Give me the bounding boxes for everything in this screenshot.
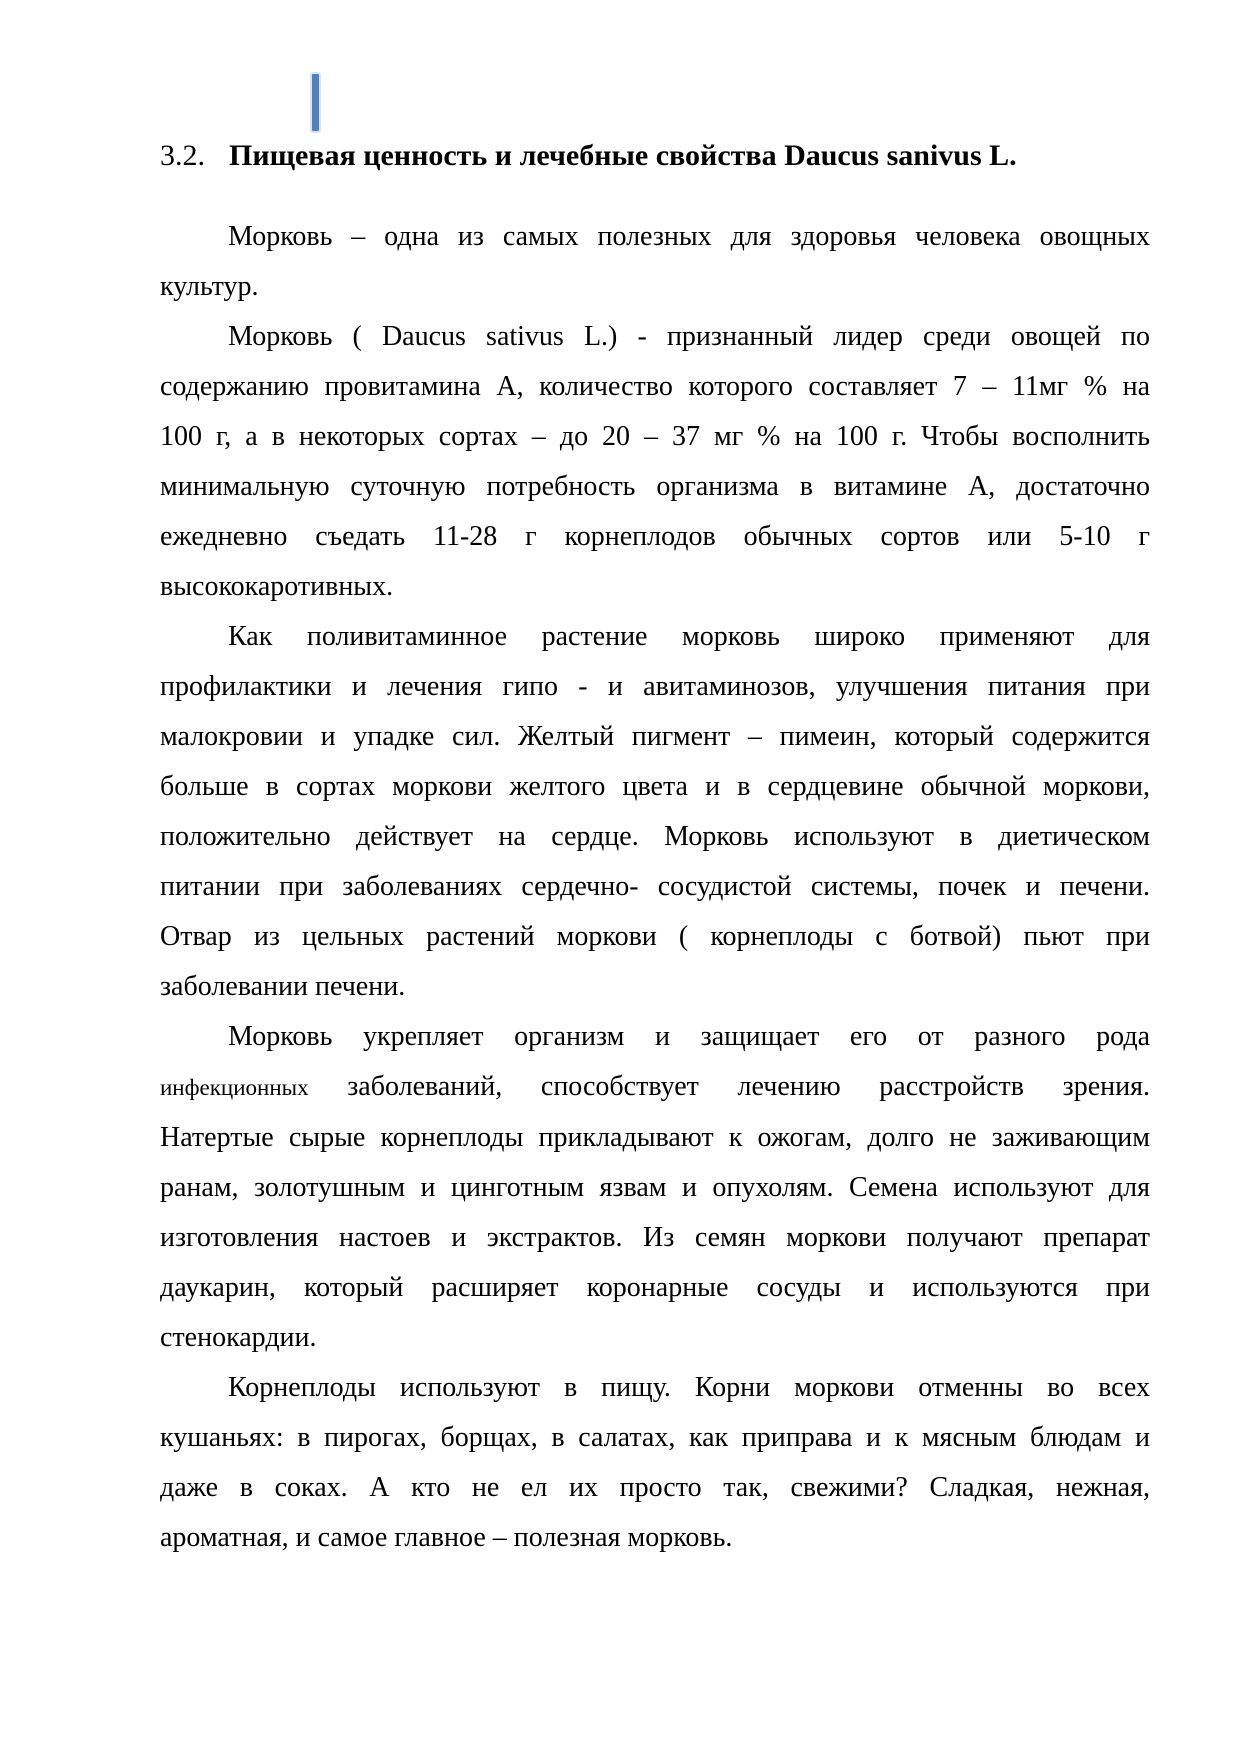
paragraph bbox=[160, 312, 1150, 612]
text-line: даже в соках. А кто не ел их просто так, свежими? Сладкая, нежная, bbox=[160, 1472, 1150, 1503]
paragraph bbox=[160, 1363, 1150, 1563]
text-line: Натертые сырые корнеплоды прикладывают к ожогам, долго не заживающим bbox=[160, 1122, 1150, 1153]
section-number: 3.2. bbox=[160, 139, 205, 172]
text-line: содержанию провитамина А, количество которого составляет 7 – 11мг % на bbox=[160, 371, 1150, 402]
text-line: ежедневно съедать 11-28 г корнеплодов обычных сортов или 5-10 г bbox=[160, 521, 1150, 552]
text-line: ранам, золотушным и цинготным язвам и опухолям. Семена используют для bbox=[160, 1172, 1150, 1203]
text-line: высококаротивных. bbox=[160, 571, 394, 602]
paragraph bbox=[160, 1012, 1150, 1363]
text-line: Корнеплоды используют в пищу. Корни моркови отменны во всех bbox=[228, 1372, 1150, 1403]
text-line: Морковь – одна из самых полезных для здоровья человека овощных bbox=[228, 221, 1150, 252]
text-line: положительно действует на сердце. Морковь используют в диетическом bbox=[160, 821, 1150, 852]
text-line: Отвар из цельных растений моркови ( корнеплоды с ботвой) пьют при bbox=[160, 921, 1150, 952]
section-heading bbox=[160, 130, 1150, 182]
text-line: кушаньях: в пирогах, борщах, в салатах, как приправа и к мясным блюдам и bbox=[160, 1422, 1150, 1453]
section-title: Пищевая ценность и лечебные свойства Daucus sanivus L. bbox=[229, 139, 1017, 172]
text-line bbox=[160, 1062, 1150, 1113]
document-body bbox=[160, 212, 1150, 1563]
text-line: малокровии и упадке сил. Желтый пигмент – пимеин, который содержится bbox=[160, 721, 1150, 752]
text-line: изготовления настоев и экстрактов. Из семян моркови получают препарат bbox=[160, 1222, 1150, 1253]
paragraph bbox=[160, 212, 1150, 312]
text-line: Морковь ( Daucus sativus L.) - признанный лидер среди овощей по bbox=[228, 321, 1150, 352]
page-content bbox=[160, 130, 1150, 1563]
text-line: профилактики и лечения гипо - и авитаминозов, улучшения питания при bbox=[160, 671, 1150, 702]
text-line: питании при заболеваниях сердечно- сосудистой системы, почек и печени. bbox=[160, 871, 1150, 902]
text-line: стенокардии. bbox=[160, 1322, 317, 1353]
text-cursor-bar bbox=[312, 74, 319, 131]
small-text-segment: инфекционных bbox=[160, 1075, 309, 1100]
text-line: даукарин, который расширяет коронарные сосуды и используются при bbox=[160, 1272, 1150, 1303]
text-line: Как поливитаминное растение морковь широко применяют для bbox=[228, 621, 1150, 652]
text-line: больше в сортах моркови желтого цвета и в сердцевине обычной моркови, bbox=[160, 771, 1150, 802]
text-segment: заболеваний, способствует лечению расстройств зрения. bbox=[308, 1071, 1150, 1102]
text-line: заболевании печени. bbox=[160, 971, 406, 1002]
text-line: 100 г, а в некоторых сортах – до 20 – 37 мг % на 100 г. Чтобы восполнить bbox=[160, 421, 1150, 452]
text-line: минимальную суточную потребность организма в витамине А, достаточно bbox=[160, 471, 1150, 502]
text-line: ароматная, и самое главное – полезная морковь. bbox=[160, 1522, 733, 1553]
paragraph bbox=[160, 612, 1150, 1012]
text-line: Морковь укрепляет организм и защищает его от разного рода bbox=[228, 1021, 1150, 1052]
text-line: культур. bbox=[160, 271, 259, 302]
